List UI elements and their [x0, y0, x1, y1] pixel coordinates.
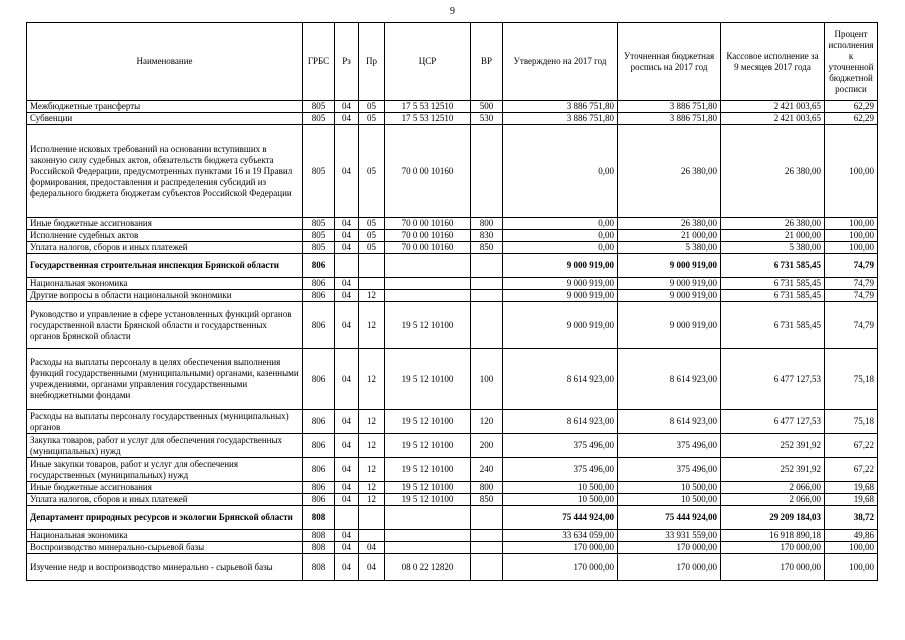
cell-grbs: 805 [303, 101, 335, 113]
cell-vr [471, 554, 503, 581]
cell-percent: 100,00 [825, 125, 878, 218]
cell-cash: 26 380,00 [721, 125, 825, 218]
cell-vr [471, 530, 503, 542]
cell-percent: 100,00 [825, 218, 878, 230]
cell-pr: 12 [359, 349, 385, 410]
cell-cash: 252 391,92 [721, 458, 825, 482]
cell-csr: 17 5 53 12510 [385, 113, 471, 125]
cell-csr: 70 0 00 10160 [385, 125, 471, 218]
cell-vr: 530 [471, 113, 503, 125]
cell-rz: 04 [335, 349, 359, 410]
cell-csr: 19 5 12 10100 [385, 302, 471, 349]
table-row [27, 230, 878, 242]
cell-approved: 3 886 751,80 [503, 101, 618, 113]
cell-grbs: 806 [303, 290, 335, 302]
cell-refined: 9 000 919,00 [618, 254, 721, 278]
cell-approved: 375 496,00 [503, 458, 618, 482]
cell-percent: 49,86 [825, 530, 878, 542]
cell-csr [385, 254, 471, 278]
cell-vr [471, 290, 503, 302]
cell-refined: 9 000 919,00 [618, 278, 721, 290]
cell-approved: 33 634 059,00 [503, 530, 618, 542]
cell-vr [471, 125, 503, 218]
table-row [27, 101, 878, 113]
cell-pr: 12 [359, 290, 385, 302]
cell-approved: 375 496,00 [503, 434, 618, 458]
cell-percent: 38,72 [825, 506, 878, 530]
cell-rz: 04 [335, 554, 359, 581]
cell-name: Департамент природных ресурсов и экологии Брянской области [27, 506, 303, 530]
table-row [27, 349, 878, 410]
cell-percent: 19,68 [825, 494, 878, 506]
cell-percent: 74,79 [825, 290, 878, 302]
cell-percent: 100,00 [825, 542, 878, 554]
cell-grbs: 806 [303, 278, 335, 290]
cell-refined: 26 380,00 [618, 218, 721, 230]
cell-cash: 6 731 585,45 [721, 302, 825, 349]
cell-csr: 17 5 53 12510 [385, 101, 471, 113]
cell-pr [359, 530, 385, 542]
cell-vr: 850 [471, 494, 503, 506]
cell-refined: 375 496,00 [618, 434, 721, 458]
cell-rz: 04 [335, 458, 359, 482]
table-row [27, 554, 878, 581]
header-csr: ЦСР [385, 23, 471, 101]
cell-pr [359, 254, 385, 278]
cell-pr: 05 [359, 101, 385, 113]
cell-csr [385, 278, 471, 290]
cell-grbs: 806 [303, 410, 335, 434]
cell-grbs: 805 [303, 125, 335, 218]
cell-rz: 04 [335, 302, 359, 349]
cell-refined: 3 886 751,80 [618, 101, 721, 113]
cell-csr [385, 506, 471, 530]
cell-refined: 26 380,00 [618, 125, 721, 218]
cell-csr: 19 5 12 10100 [385, 458, 471, 482]
table-row [27, 242, 878, 254]
cell-grbs: 805 [303, 113, 335, 125]
cell-percent: 19,68 [825, 482, 878, 494]
table-row [27, 410, 878, 434]
cell-csr: 19 5 12 10100 [385, 482, 471, 494]
cell-vr [471, 302, 503, 349]
cell-pr: 12 [359, 302, 385, 349]
cell-refined: 8 614 923,00 [618, 349, 721, 410]
cell-rz: 04 [335, 434, 359, 458]
table-row [27, 113, 878, 125]
header-rz: Рз [335, 23, 359, 101]
cell-percent: 67,22 [825, 434, 878, 458]
cell-cash: 6 731 585,45 [721, 290, 825, 302]
cell-vr [471, 506, 503, 530]
cell-grbs: 806 [303, 302, 335, 349]
table-row [27, 125, 878, 218]
cell-name: Иные бюджетные ассигнования [27, 218, 303, 230]
cell-csr: 70 0 00 10160 [385, 230, 471, 242]
cell-approved: 10 500,00 [503, 482, 618, 494]
cell-vr: 200 [471, 434, 503, 458]
header-refined: Уточненная бюджетная роспись на 2017 год [618, 23, 721, 101]
cell-percent: 74,79 [825, 302, 878, 349]
cell-percent: 100,00 [825, 242, 878, 254]
cell-vr: 800 [471, 218, 503, 230]
table-row [27, 302, 878, 349]
cell-pr: 04 [359, 554, 385, 581]
cell-refined: 170 000,00 [618, 554, 721, 581]
cell-refined: 33 931 559,00 [618, 530, 721, 542]
cell-grbs: 806 [303, 434, 335, 458]
cell-percent: 74,79 [825, 278, 878, 290]
cell-refined: 9 000 919,00 [618, 302, 721, 349]
cell-csr [385, 290, 471, 302]
cell-csr: 19 5 12 10100 [385, 349, 471, 410]
cell-name: Расходы на выплаты персоналу в целях обеспечения выполнения функций государственными (муниципальными) органами, казенными учреждениями, органами управления государственными внебюджетными фондами [27, 349, 303, 410]
cell-vr: 240 [471, 458, 503, 482]
cell-name: Субвенции [27, 113, 303, 125]
cell-name: Воспроизводство минерально-сырьевой базы [27, 542, 303, 554]
header-pr: Пр [359, 23, 385, 101]
cell-grbs: 808 [303, 506, 335, 530]
cell-csr: 70 0 00 10160 [385, 218, 471, 230]
cell-pr: 04 [359, 542, 385, 554]
table-row [27, 218, 878, 230]
cell-approved: 9 000 919,00 [503, 302, 618, 349]
cell-refined: 3 886 751,80 [618, 113, 721, 125]
cell-vr: 500 [471, 101, 503, 113]
cell-refined: 10 500,00 [618, 482, 721, 494]
cell-csr: 70 0 00 10160 [385, 242, 471, 254]
budget-table [26, 22, 878, 581]
cell-grbs: 806 [303, 349, 335, 410]
cell-cash: 170 000,00 [721, 554, 825, 581]
cell-approved: 8 614 923,00 [503, 349, 618, 410]
cell-approved: 75 444 924,00 [503, 506, 618, 530]
header-vr: ВР [471, 23, 503, 101]
cell-name: Иные бюджетные ассигнования [27, 482, 303, 494]
cell-approved: 0,00 [503, 230, 618, 242]
table-row [27, 482, 878, 494]
cell-vr: 800 [471, 482, 503, 494]
table-row [27, 434, 878, 458]
cell-rz: 04 [335, 494, 359, 506]
cell-name: Национальная экономика [27, 530, 303, 542]
cell-refined: 5 380,00 [618, 242, 721, 254]
cell-percent: 62,29 [825, 113, 878, 125]
cell-vr [471, 278, 503, 290]
cell-name: Национальная экономика [27, 278, 303, 290]
cell-percent: 67,22 [825, 458, 878, 482]
cell-grbs: 808 [303, 530, 335, 542]
table-row [27, 494, 878, 506]
table-row [27, 290, 878, 302]
cell-cash: 6 731 585,45 [721, 278, 825, 290]
cell-name: Изучение недр и воспроизводство минерально - сырьевой базы [27, 554, 303, 581]
cell-refined: 21 000,00 [618, 230, 721, 242]
header-cash: Кассовое исполнение за 9 месяцев 2017 года [721, 23, 825, 101]
cell-approved: 0,00 [503, 218, 618, 230]
cell-pr: 05 [359, 218, 385, 230]
cell-pr: 05 [359, 125, 385, 218]
cell-pr: 12 [359, 434, 385, 458]
cell-rz: 04 [335, 410, 359, 434]
cell-rz: 04 [335, 242, 359, 254]
table-row [27, 506, 878, 530]
cell-percent: 62,29 [825, 101, 878, 113]
cell-csr: 08 0 22 12820 [385, 554, 471, 581]
cell-csr: 19 5 12 10100 [385, 494, 471, 506]
cell-name: Уплата налогов, сборов и иных платежей [27, 242, 303, 254]
cell-cash: 29 209 184,03 [721, 506, 825, 530]
cell-approved: 9 000 919,00 [503, 278, 618, 290]
cell-cash: 2 421 003,65 [721, 101, 825, 113]
cell-name: Исполнение исковых требований на основании вступивших в законную силу судебных актов, обязательств бюджета субъекта Российской Федерации, предусмотренных пунктами 16 и 19 Правил формирования, предоставления и распределения субсидий из федерального бюджета бюджетам субъектов Российской Федерации [27, 125, 303, 218]
cell-grbs: 806 [303, 254, 335, 278]
cell-percent: 75,18 [825, 410, 878, 434]
cell-refined: 8 614 923,00 [618, 410, 721, 434]
cell-rz: 04 [335, 530, 359, 542]
cell-cash: 5 380,00 [721, 242, 825, 254]
cell-cash: 21 000,00 [721, 230, 825, 242]
cell-approved: 0,00 [503, 242, 618, 254]
cell-rz: 04 [335, 278, 359, 290]
cell-approved: 10 500,00 [503, 494, 618, 506]
cell-grbs: 805 [303, 230, 335, 242]
cell-approved: 9 000 919,00 [503, 290, 618, 302]
table-row [27, 458, 878, 482]
cell-pr [359, 278, 385, 290]
cell-approved: 8 614 923,00 [503, 410, 618, 434]
cell-vr: 850 [471, 242, 503, 254]
table-row [27, 530, 878, 542]
cell-refined: 170 000,00 [618, 542, 721, 554]
cell-csr: 19 5 12 10100 [385, 410, 471, 434]
cell-refined: 75 444 924,00 [618, 506, 721, 530]
cell-refined: 9 000 919,00 [618, 290, 721, 302]
cell-approved: 9 000 919,00 [503, 254, 618, 278]
cell-grbs: 806 [303, 494, 335, 506]
cell-percent: 75,18 [825, 349, 878, 410]
cell-rz [335, 254, 359, 278]
table-row [27, 542, 878, 554]
cell-cash: 2 066,00 [721, 494, 825, 506]
cell-pr: 05 [359, 113, 385, 125]
cell-rz: 04 [335, 482, 359, 494]
cell-cash: 170 000,00 [721, 542, 825, 554]
cell-name: Иные закупки товаров, работ и услуг для обеспечения государственных (муниципальных) нужд [27, 458, 303, 482]
cell-grbs: 805 [303, 242, 335, 254]
page-number: 9 [450, 6, 455, 17]
cell-approved: 170 000,00 [503, 542, 618, 554]
cell-cash: 6 731 585,45 [721, 254, 825, 278]
cell-rz: 04 [335, 113, 359, 125]
cell-pr: 05 [359, 242, 385, 254]
cell-cash: 26 380,00 [721, 218, 825, 230]
cell-name: Другие вопросы в области национальной экономики [27, 290, 303, 302]
cell-pr: 12 [359, 482, 385, 494]
cell-pr [359, 506, 385, 530]
cell-approved: 170 000,00 [503, 554, 618, 581]
cell-cash: 16 918 890,18 [721, 530, 825, 542]
cell-percent: 100,00 [825, 230, 878, 242]
cell-vr: 830 [471, 230, 503, 242]
cell-name: Межбюджетные трансферты [27, 101, 303, 113]
cell-grbs: 808 [303, 542, 335, 554]
cell-refined: 10 500,00 [618, 494, 721, 506]
cell-rz: 04 [335, 290, 359, 302]
header-approved: Утверждено на 2017 год [503, 23, 618, 101]
cell-vr [471, 254, 503, 278]
cell-cash: 252 391,92 [721, 434, 825, 458]
cell-percent: 100,00 [825, 554, 878, 581]
cell-name: Государственная строительная инспекция Брянской области [27, 254, 303, 278]
cell-csr [385, 542, 471, 554]
cell-grbs: 808 [303, 554, 335, 581]
cell-rz: 04 [335, 542, 359, 554]
cell-refined: 375 496,00 [618, 458, 721, 482]
cell-vr [471, 542, 503, 554]
cell-vr: 100 [471, 349, 503, 410]
cell-grbs: 805 [303, 218, 335, 230]
cell-grbs: 806 [303, 482, 335, 494]
cell-name: Руководство и управление в сфере установленных функций органов государственной власти Брянской области и государственных органов Брянской области [27, 302, 303, 349]
cell-name: Закупка товаров, работ и услуг для обеспечения государственных (муниципальных) нужд [27, 434, 303, 458]
cell-name: Уплата налогов, сборов и иных платежей [27, 494, 303, 506]
cell-percent: 74,79 [825, 254, 878, 278]
table-header-row [27, 23, 878, 101]
cell-pr: 12 [359, 410, 385, 434]
cell-pr: 12 [359, 494, 385, 506]
cell-rz: 04 [335, 101, 359, 113]
cell-approved: 3 886 751,80 [503, 113, 618, 125]
cell-pr: 05 [359, 230, 385, 242]
cell-vr: 120 [471, 410, 503, 434]
header-name: Наименование [27, 23, 303, 101]
cell-csr [385, 530, 471, 542]
cell-pr: 12 [359, 458, 385, 482]
cell-rz: 04 [335, 230, 359, 242]
cell-rz [335, 506, 359, 530]
cell-csr: 19 5 12 10100 [385, 434, 471, 458]
cell-grbs: 806 [303, 458, 335, 482]
table-body [27, 101, 878, 581]
table-row [27, 254, 878, 278]
cell-cash: 6 477 127,53 [721, 349, 825, 410]
cell-cash: 2 066,00 [721, 482, 825, 494]
header-percent: Процент исполнения к уточненной бюджетной росписи [825, 23, 878, 101]
cell-name: Расходы на выплаты персоналу государственных (муниципальных) органов [27, 410, 303, 434]
header-grbs: ГРБС [303, 23, 335, 101]
cell-cash: 6 477 127,53 [721, 410, 825, 434]
table-row [27, 278, 878, 290]
cell-approved: 0,00 [503, 125, 618, 218]
cell-cash: 2 421 003,65 [721, 113, 825, 125]
cell-name: Исполнение судебных актов [27, 230, 303, 242]
cell-rz: 04 [335, 125, 359, 218]
cell-rz: 04 [335, 218, 359, 230]
